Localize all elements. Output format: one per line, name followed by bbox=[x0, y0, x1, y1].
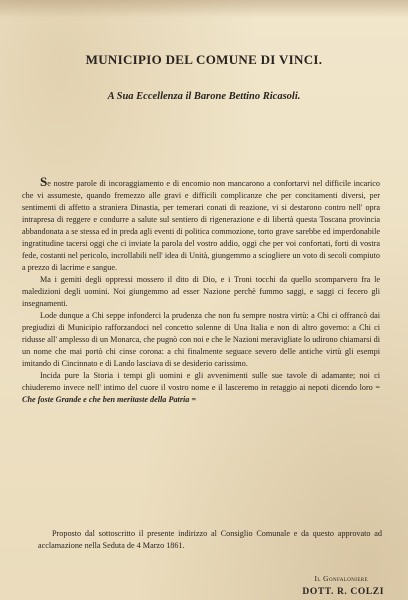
signatory-name: DOTT. R. COLZI bbox=[302, 587, 384, 597]
paragraph-4-text: Incida pure la Storia i tempi gli uomini e gli avvenimenti sulle sue tavole di adamante; noi ci chiuderemo invece nell' intimo del cuore il vostro nome e il lasceremo in retaggio ai nepoti dicendo loro = bbox=[22, 371, 380, 392]
paragraph-2: Ma i gemiti degli oppressi mossero il dito di Dio, e i Troni tocchi da quello scomparvero fra le maledizioni degli uomini. Noi giungemmo ad esser Nazione perchè fummo saggi, e saggi ci fecero gli insegnamenti. bbox=[22, 275, 380, 308]
body-text bbox=[22, 176, 380, 406]
paragraph-1 bbox=[22, 176, 380, 274]
signatory-role: Il Gonfaloniere bbox=[314, 574, 368, 583]
paragraph-3: Lode dunque a Chi seppe infonderci la prudenza che non fu sempre nostra virtù: a Chi ci offrancò dai pregiudizi di Municipio rafforzandoci nel concetto solenne di Una Italia e non di altro governo: a Chi ci ridusse all' amplesso di un Monarca, che pugnò con noi e che le Nazioni meravigliate lo udirono chiamarsi di un nome che mai portò chi cinse corona: a chi finalmente seguace severo delle antiche virtù gli esempi imitando di Cincinnato e di Lando lasciava di se desiderio carissimo. bbox=[22, 311, 380, 368]
approval-note: Proposto dal sottoscritto il presente indirizzo al Consiglio Comunale e da questo approvato ad acclamazione nella Seduta de 4 Marzo 1861. bbox=[38, 529, 382, 550]
paper-stain bbox=[0, 0, 408, 18]
paragraph-1-text: e nostre parole di incoraggiamento e di encomio non mancarono a confortarvi nel difficile incarico che vi assumeste, quando fremezzo alle gravi e difficili complicanze che per concitamenti diversi, per sentimenti di affetto a straniera Dinastia, per temerari conati di reazione, vi si destarono contro nell' opra intrapresa di reggere e condurre a salute sul sentiero di rigenerazione e di libertà questa Toscana provincia abbandonata a se stessa ed in preda agli eventi di politica commozione, torto grave sarebbe ed imperdonabile ingratitudine tacersi oggi che ci inviate la parola del vostro addio, oggi che per voi confortati, forti di vostra fede, costanti nel pericolo, incrollabili nell' idea di Unità, giungemmo a sciogliere un voto di secoli compiuto a prezzo di lacrime e sangue. bbox=[22, 179, 380, 272]
drop-cap: S bbox=[40, 174, 48, 189]
dedication-line: A Sua Eccellenza il Barone Bettino Ricasoli. bbox=[107, 91, 301, 102]
paragraph-4 bbox=[22, 370, 380, 406]
document-title: MUNICIPIO DEL COMUNE DI VINCI. bbox=[85, 52, 323, 67]
closing-quote: Che foste Grande e che ben meritaste della Patria = bbox=[22, 395, 197, 404]
